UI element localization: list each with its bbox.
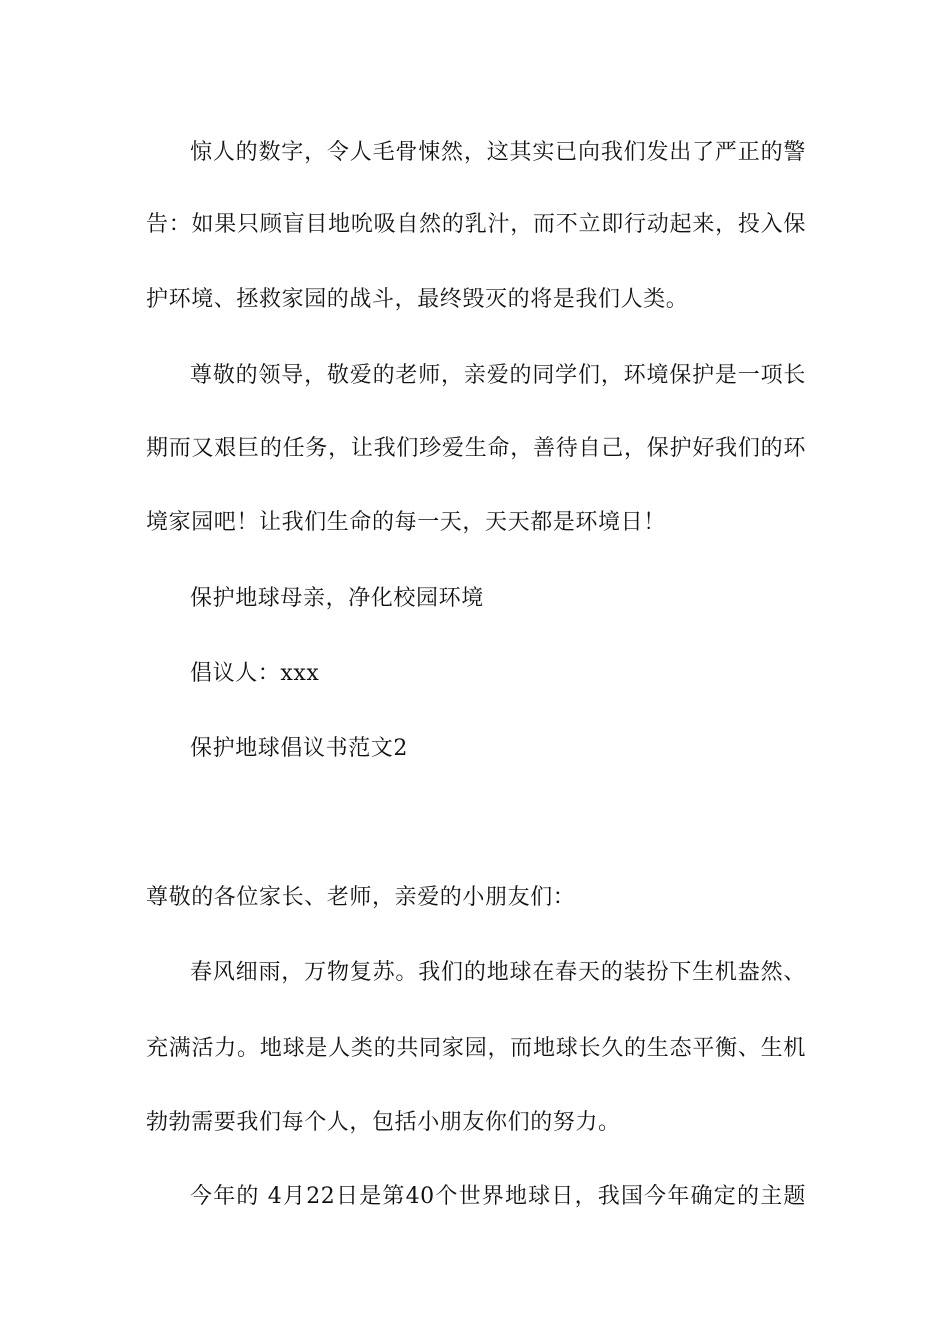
slogan-line: 保护地球母亲，净化校园环境	[190, 586, 484, 611]
salutation-line: 尊敬的各位家长、老师，亲爱的小朋友们：	[146, 885, 576, 910]
paragraph-3-line-3: 勃勃需要我们每个人，包括小朋友你们的努力。	[146, 1110, 621, 1135]
paragraph-2-line-1: 尊敬的领导，敬爱的老师，亲爱的同学们，环境保护是一项长	[190, 363, 806, 388]
paragraph-1-line-3: 护环境、拯救家园的战斗，最终毁灭的将是我们人类。	[146, 287, 689, 312]
paragraph-3-line-1: 春风细雨，万物复苏。我们的地球在春天的装扮下生机盎然、	[190, 960, 806, 985]
paragraph-1-line-2: 告：如果只顾盲目地吮吸自然的乳汁，而不立即行动起来，投入保	[146, 212, 806, 237]
paragraph-2-line-3: 境家园吧！让我们生命的每一天，天天都是环境日！	[146, 510, 666, 535]
paragraph-2-line-2: 期而又艰巨的任务，让我们珍爱生命，善待自己，保护好我们的环	[146, 436, 806, 461]
paragraph-3-line-2: 充满活力。地球是人类的共同家园，而地球长久的生态平衡、生机	[146, 1036, 806, 1061]
paragraph-1-line-1: 惊人的数字，令人毛骨悚然，这其实已向我们发出了严正的警	[190, 140, 806, 165]
section-heading: 保护地球倡议书范文2	[190, 736, 408, 761]
paragraph-4-line-1: 今年的 4月22日是第40个世界地球日，我国今年确定的主题	[190, 1184, 806, 1209]
initiator-line: 倡议人：xxx	[190, 661, 320, 686]
